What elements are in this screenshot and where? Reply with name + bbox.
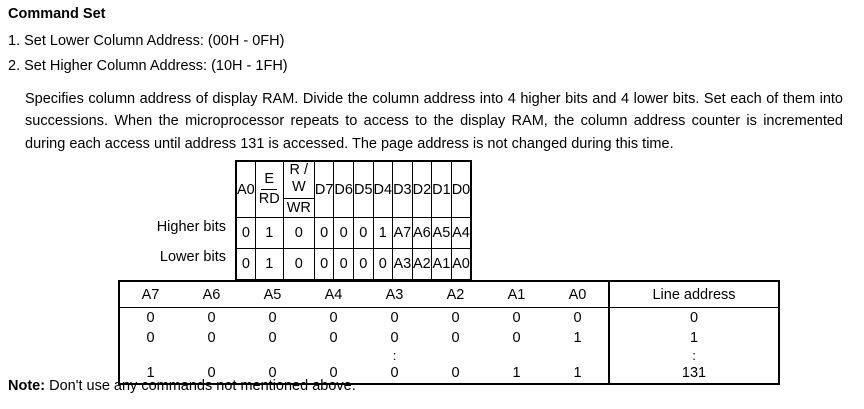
- table2-cell: 0: [512, 330, 521, 346]
- command-bits-table: [235, 160, 472, 281]
- table1-header-a0: A0: [236, 161, 255, 218]
- table1-cell: 0: [283, 249, 314, 281]
- table2-cell: 1: [573, 330, 582, 346]
- table2-cell: 0: [512, 310, 521, 326]
- table1-row-labels: [140, 212, 226, 272]
- table2-header-a1: A1: [486, 281, 547, 308]
- table1-cell: 1: [373, 218, 393, 249]
- table2-header-a5: A5: [242, 281, 303, 308]
- table2-cell: 0: [573, 310, 582, 326]
- table2-cell-line-address: 1: [609, 328, 779, 348]
- table-row: [119, 348, 779, 363]
- table1-header-d6: D6: [334, 161, 354, 218]
- table1-header-d5: D5: [353, 161, 373, 218]
- table2-cell: [242, 348, 303, 363]
- table1-header-e: E: [261, 171, 277, 190]
- table2-cell: 0: [451, 330, 460, 346]
- table1-header-d0: D0: [451, 161, 471, 218]
- table2-cell-line-address-ellipsis: :: [609, 348, 779, 363]
- table2-cell: [181, 348, 242, 363]
- command-item-1: 1. Set Lower Column Address: (00H - 0FH): [8, 33, 285, 49]
- table1-cell: 0: [334, 218, 354, 249]
- table1-cell: 0: [373, 249, 393, 281]
- table2-cell: [547, 348, 609, 363]
- table2-cell: 0: [329, 310, 338, 326]
- table1-header-d1: D1: [432, 161, 452, 218]
- table2-cell: 0: [207, 330, 216, 346]
- table-row: [119, 308, 779, 329]
- table1-cell: A7: [393, 218, 413, 249]
- table1-cell: 0: [353, 249, 373, 281]
- table2-cell: 1: [573, 365, 582, 381]
- table2-cell: 0: [451, 365, 460, 381]
- table-row: [236, 249, 471, 281]
- table2-cell: 0: [207, 310, 216, 326]
- table2-cell-ellipsis: :: [392, 348, 397, 363]
- command-item-2: 2. Set Higher Column Address: (10H - 1FH): [8, 58, 288, 74]
- description-paragraph: Specifies column address of display RAM. Divide the column address into 4 higher bits and 4 lower bits. Set each of them into successions. When the microprocessor repeats to access to the display RAM, the column address counter is incremented during each access until address 131 is accessed. The page address is not changed during this time.: [25, 91, 843, 152]
- page-title: Command Set: [8, 6, 106, 22]
- table1-cell: 1: [255, 218, 283, 249]
- table2-header-a7: A7: [119, 281, 181, 308]
- table1-header-row: [236, 161, 471, 218]
- note: [8, 378, 356, 394]
- table2-cell-line-address: 0: [609, 308, 779, 329]
- table2-cell: 0: [390, 310, 399, 326]
- table1-header-rd: RD: [258, 191, 280, 208]
- table2-cell: 1: [146, 365, 155, 381]
- table1-cell: A3: [393, 249, 413, 281]
- note-label: Note:: [8, 378, 46, 394]
- table2-cell: [303, 348, 364, 363]
- table2-cell: 0: [146, 330, 155, 346]
- table1-cell: 0: [236, 249, 255, 281]
- table1-row-label-lower: Lower bits: [159, 249, 226, 265]
- table2-cell: 0: [329, 330, 338, 346]
- table2-header-a3: A3: [364, 281, 425, 308]
- table1-cell: A0: [451, 249, 471, 281]
- table2-header-row: [119, 281, 779, 308]
- table2-cell: 0: [268, 365, 277, 381]
- table-row: [236, 218, 471, 249]
- table2-header-a6: A6: [181, 281, 242, 308]
- table2-cell: 0: [268, 330, 277, 346]
- table2-cell: 0: [390, 365, 399, 381]
- table1-cell: 1: [255, 249, 283, 281]
- table2-header-a0: A0: [547, 281, 609, 308]
- table1-header-d3: D3: [393, 161, 413, 218]
- table-row: [119, 328, 779, 348]
- table2-cell-line-address: 131: [609, 363, 779, 384]
- table2-header-line-address: Line address: [609, 281, 779, 308]
- note-text: Don't use any commands not mentioned above.: [45, 378, 356, 394]
- table1-header-d7: D7: [314, 161, 334, 218]
- table1-cell: 0: [314, 218, 334, 249]
- table2-cell: 1: [512, 365, 521, 381]
- table1-header-wr: WR: [286, 199, 311, 216]
- table1-header-d4: D4: [373, 161, 393, 218]
- table1-cell: 0: [314, 249, 334, 281]
- table2-header-a2: A2: [425, 281, 486, 308]
- table2-cell: 0: [329, 365, 338, 381]
- table1-cell: 0: [334, 249, 354, 281]
- table1-header-e-rd: [255, 161, 283, 218]
- table2-cell: 0: [390, 330, 399, 346]
- table1-header-rw-wr: [283, 161, 314, 218]
- table2-cell: [425, 348, 486, 363]
- table1-header-d2: D2: [412, 161, 432, 218]
- table2-header-a4: A4: [303, 281, 364, 308]
- table1-cell: A4: [451, 218, 471, 249]
- table1-cell: 0: [283, 218, 314, 249]
- table1-row-label-higher: Higher bits: [156, 219, 226, 235]
- table1-cell: 0: [353, 218, 373, 249]
- table1-cell: A1: [432, 249, 452, 281]
- table1-cell: A5: [432, 218, 452, 249]
- table2-cell: 0: [451, 310, 460, 326]
- table2-cell: 0: [268, 310, 277, 326]
- table2-cell: [486, 348, 547, 363]
- line-address-table: [118, 280, 780, 385]
- table2-cell: [119, 348, 181, 363]
- table1-cell: A2: [412, 249, 432, 281]
- table1-header-rw: R / W: [284, 162, 314, 199]
- table1-cell: 0: [236, 218, 255, 249]
- table1-cell: A6: [412, 218, 432, 249]
- table2-cell: 0: [146, 310, 155, 326]
- table2-cell: 0: [207, 365, 216, 381]
